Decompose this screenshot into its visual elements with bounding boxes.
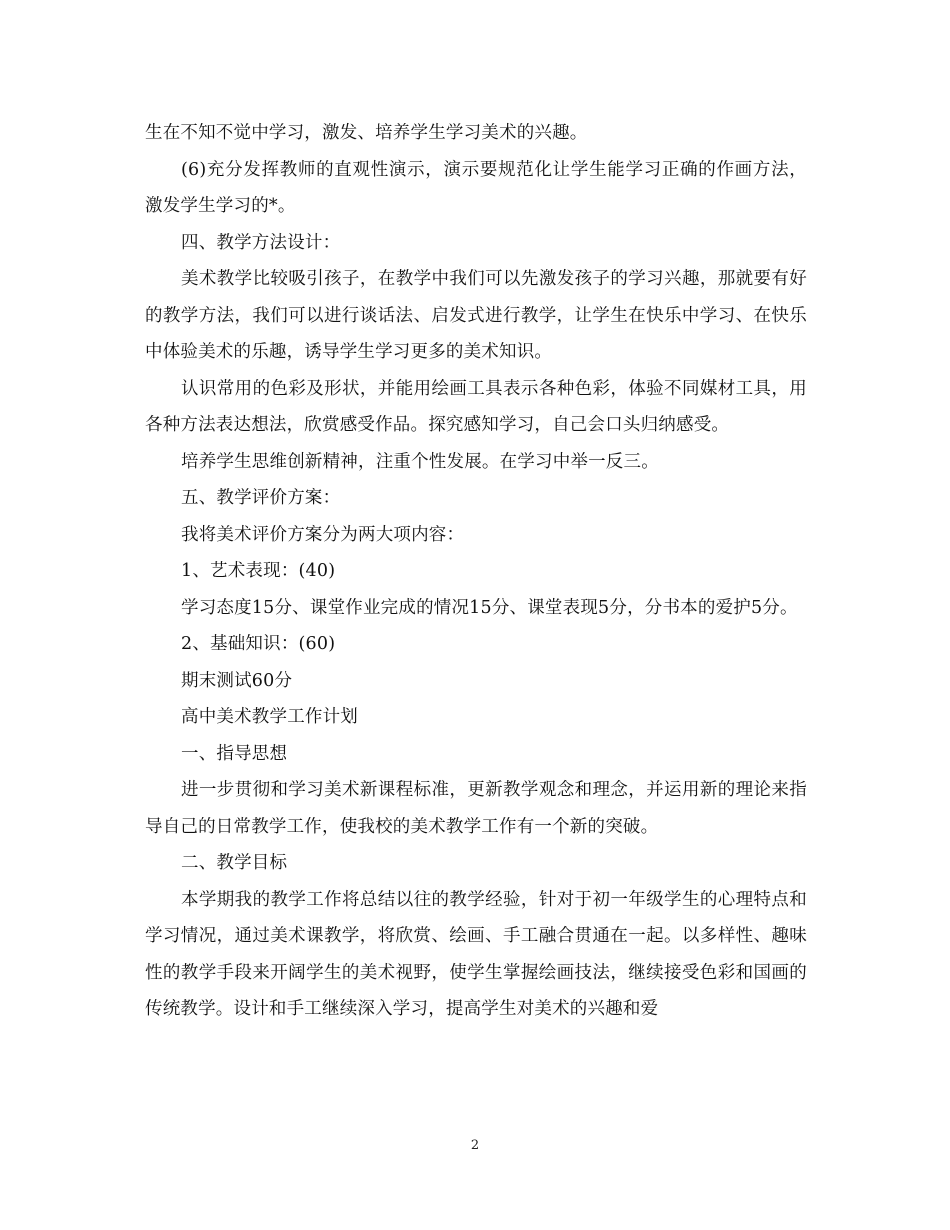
paragraph-0: 生在不知不觉中学习，激发、培养学生学习美术的兴趣。: [145, 123, 588, 143]
paragraph-4: 认识常用的色彩及形状，并能用绘画工具表示各种色彩，体验不同媒材工具，用各种方法表达想法，欣赏感受作品。探究感知学习，自己会口头归纳感受。: [145, 378, 807, 435]
section-heading-guiding-ideology: 一、指导思想: [181, 743, 288, 764]
section-heading-evaluation: 五、教学评价方案：: [181, 488, 341, 508]
document-body: [145, 115, 807, 1028]
paragraph-11: 期末测试60分: [181, 670, 293, 691]
paragraph-3: 美术教学比较吸引孩子，在教学中我们可以先激发孩子的学习兴趣，那就要有好的教学方法，我们可以进行谈话法、启发式进行教学，让学生在快乐中学习、在快乐中体验美术的乐趣，诱导学生学习更多的美术知识。: [145, 269, 807, 362]
paragraph-1: (6)充分发挥教师的直观性演示，演示要规范化让学生能学习正确的作画方法，激发学生学习的*。: [145, 159, 807, 216]
list-item-art-performance: 1、艺术表现：(40): [181, 561, 336, 581]
paragraph-14: 进一步贯彻和学习美术新课程标准，更新教学观念和理念，并运用新的理论来指导自己的日常教学工作，使我校的美术教学工作有一个新的突破。: [145, 780, 807, 837]
paragraph-5: 培养学生思维创新精神，注重个性发展。在学习中举一反三。: [181, 451, 659, 472]
paragraph-7: 我将美术评价方案分为两大项内容：: [181, 524, 465, 545]
section-heading-teaching-goals: 二、教学目标: [181, 853, 288, 873]
list-item-basic-knowledge: 2、基础知识：(60): [181, 634, 336, 654]
paragraph-9: 学习态度15分、课堂作业完成的情况15分、课堂表现5分，分书本的爱护5分。: [181, 597, 798, 618]
section-heading-teaching-methods: 四、教学方法设计：: [181, 232, 341, 253]
document-title: 高中美术教学工作计划: [181, 707, 358, 727]
page-number: 2: [470, 1138, 480, 1153]
paragraph-16: 本学期我的教学工作将总结以往的教学经验，针对于初一年级学生的心理特点和学习情况，通过美术课教学，将欣赏、绘画、手工融合贯通在一起。以多样性、趣味性的教学手段来开阔学生的美术视野，使学生掌握绘画技法，继续接受色彩和国画的传统教学。设计和手工继续深入学习，提高学生对美术的兴趣和爱: [145, 889, 807, 1019]
